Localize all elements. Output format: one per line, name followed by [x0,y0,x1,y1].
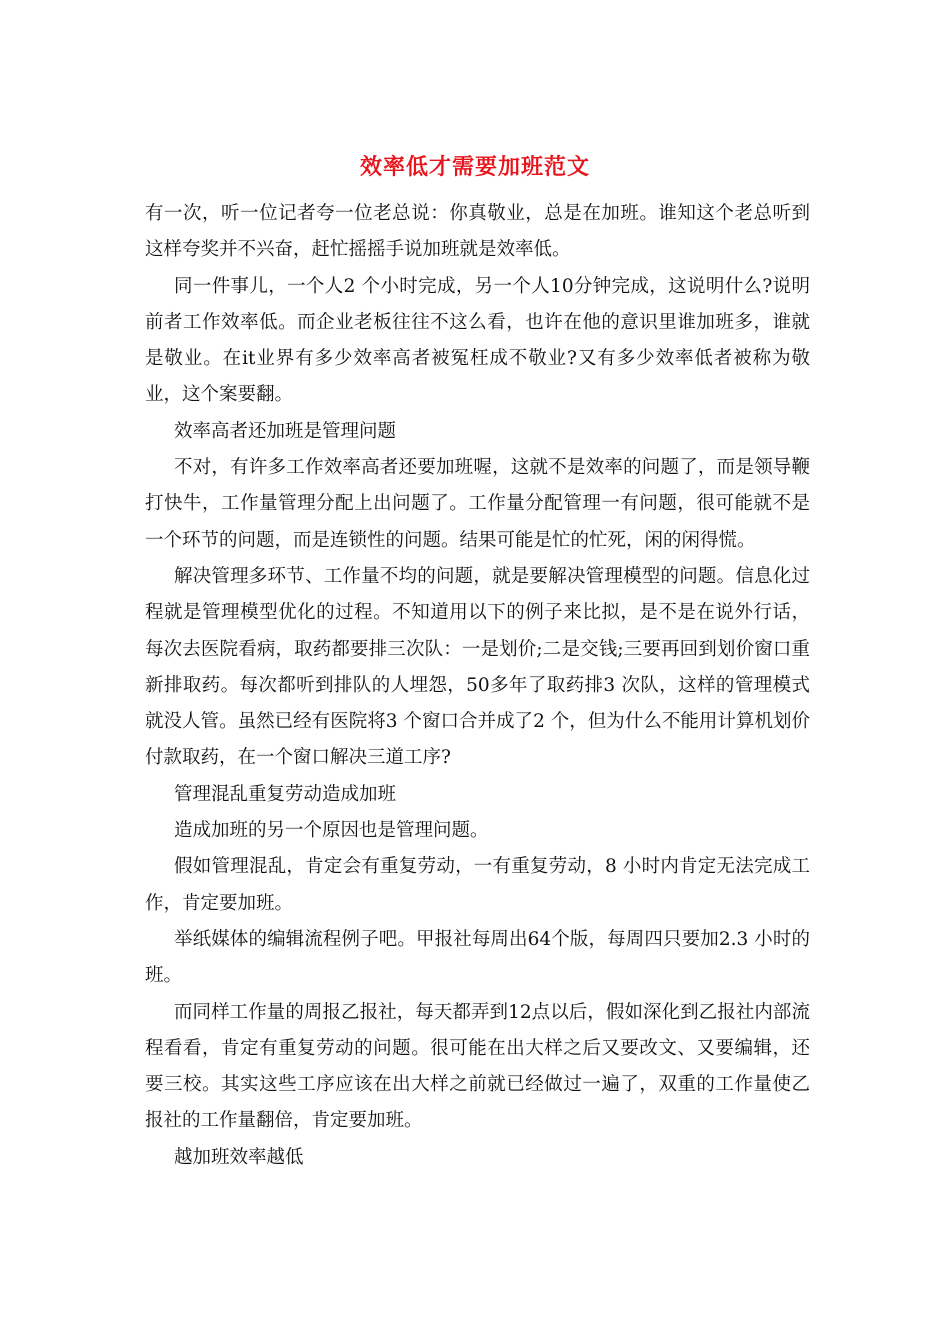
section-heading: 越加班效率越低 [174,1146,304,1168]
paragraph: 解决管理多环节、工作量不均的问题，就是要解决管理模型的问题。信息化过程就是管理模型优化的过程。不知道用以下的例子来比拟，是不是在说外行话，每次去医院看病，取药都要排三次队：一是划价;二是交钱;三要再回到划价窗口重新排取药。每次都听到排队的人埋怨，50多年了取药排3 次队，这样的管理模式就没人管。虽然已经有医院将3 个窗口合并成了2 个，但为什么不能用计算机划价付款取药，在一个窗口解决三道工序? [145,565,810,769]
document-title: 效率低才需要加班范文 [359,154,590,180]
paragraph: 造成加班的另一个原因也是管理问题。 [174,820,489,842]
paragraph: 而同样工作量的周报乙报社，每天都弄到12点以后，假如深化到乙报社内部流程看看，肯定有重复劳动的问题。很可能在出大样之后又要改文、又要编辑，还要三校。其实这些工序应该在出大样之前就已经做过一遍了，双重的工作量使乙报社的工作量翻倍，肯定要加班。 [145,1001,810,1132]
document-body [145,196,810,1176]
paragraph: 同一件事儿，一个人2 个小时完成，另一个人10分钟完成，这说明什么?说明前者工作效率低。而企业老板往往不这么看，也许在他的意识里谁加班多，谁就是敬业。在it业界有多少效率高者被冤枉成不敬业?又有多少效率低者被称为敬业，这个案要翻。 [145,275,810,406]
paragraph: 有一次，听一位记者夸一位老总说：你真敬业，总是在加班。谁知这个老总听到这样夸奖并不兴奋，赶忙摇摇手说加班就是效率低。 [145,203,810,261]
paragraph: 不对，有许多工作效率高者还要加班喔，这就不是效率的问题了，而是领导鞭打快牛，工作量管理分配上出问题了。工作量分配管理一有问题，很可能就不是一个环节的问题，而是连锁性的问题。结果可能是忙的忙死，闲的闲得慌。 [145,457,810,551]
section-heading: 效率高者还加班是管理问题 [174,420,397,442]
section-heading: 管理混乱重复劳动造成加班 [174,783,397,805]
paragraph: 假如管理混乱，肯定会有重复劳动，一有重复劳动，8 小时内肯定无法完成工作，肯定要加班。 [145,856,810,914]
paragraph: 举纸媒体的编辑流程例子吧。甲报社每周出64个版，每周四只要加2.3 小时的班。 [145,928,810,987]
